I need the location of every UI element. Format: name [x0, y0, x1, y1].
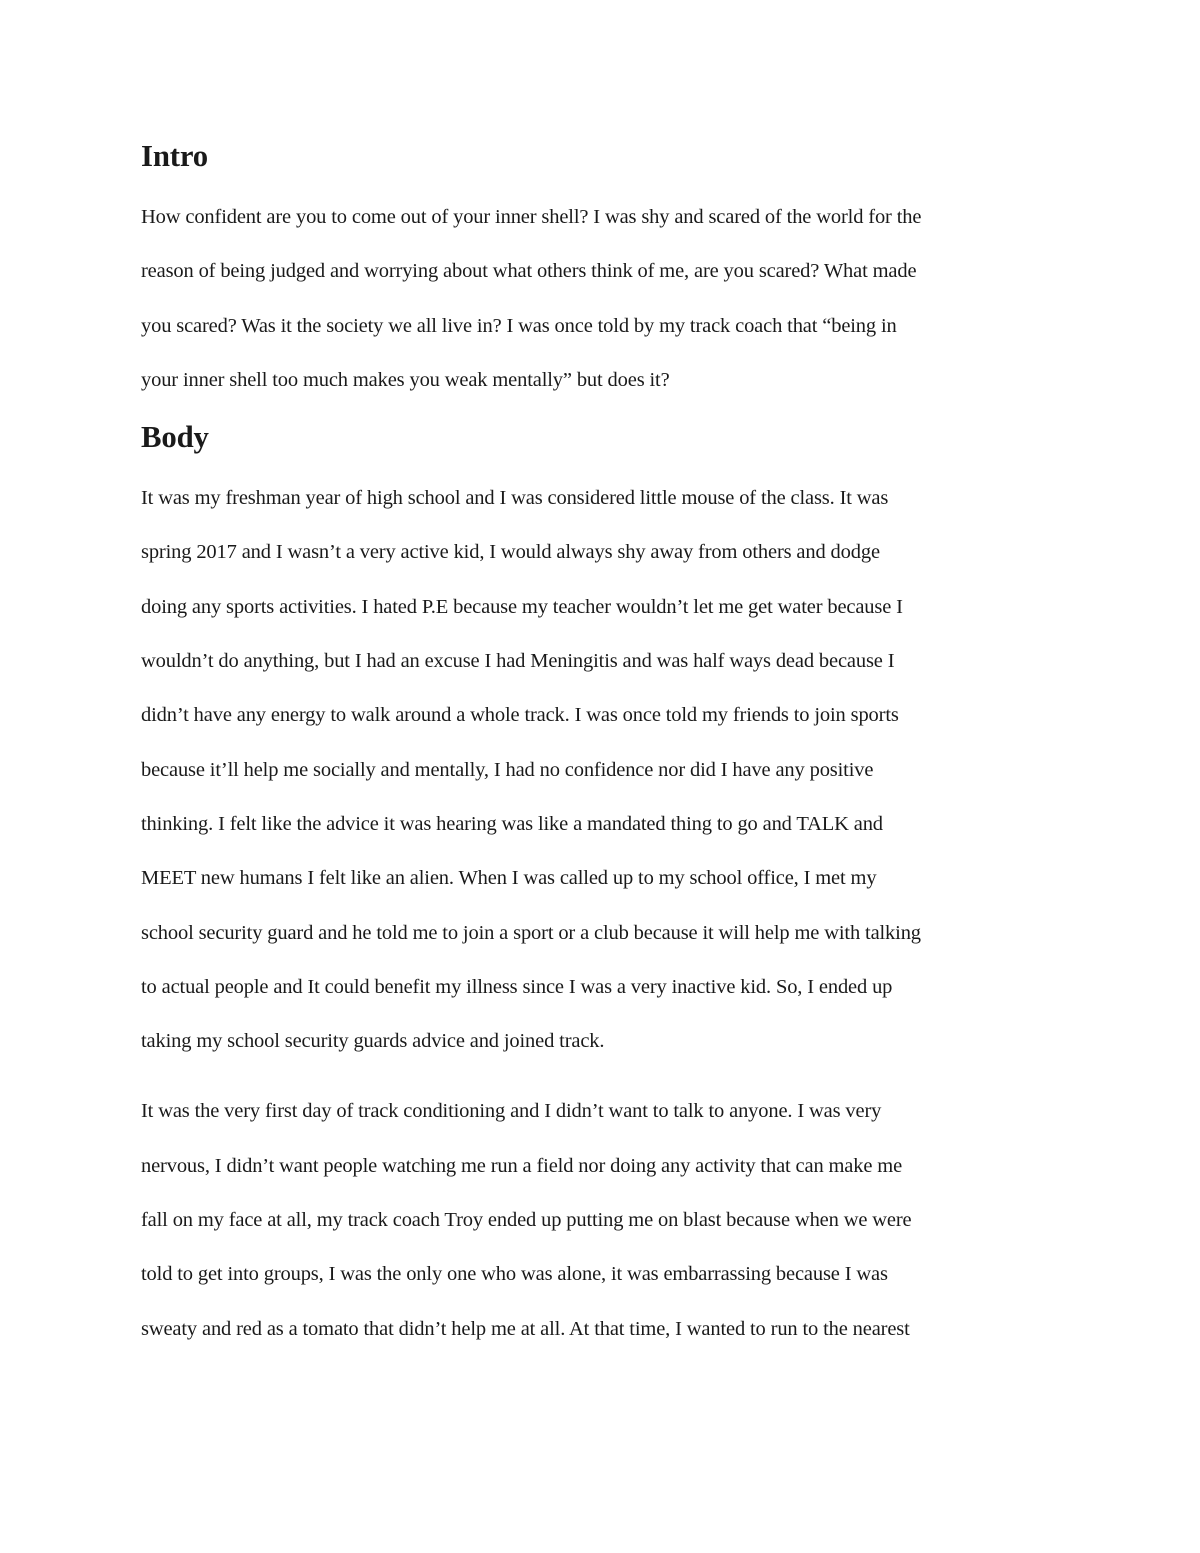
- text-line: nervous, I didn’t want people watching me run a field nor doing any activity that can make me: [141, 1154, 903, 1177]
- text-line: thinking. I felt like the advice it was hearing was like a mandated thing to go and TALK and: [141, 812, 883, 835]
- text-line: your inner shell too much makes you weak mentally” but does it?: [141, 368, 670, 391]
- text-line: It was my freshman year of high school and I was considered little mouse of the class. It was: [141, 487, 889, 510]
- document-body: [141, 138, 1061, 1356]
- text-line: spring 2017 and I wasn’t a very active kid, I would always shy away from others and dodge: [141, 541, 880, 564]
- body-heading: Body: [141, 420, 209, 455]
- text-line: It was the very first day of track conditioning and I didn’t want to talk to anyone. I was very: [141, 1100, 882, 1123]
- text-line: to actual people and It could benefit my illness since I was a very inactive kid. So, I ended up: [141, 975, 893, 998]
- text-line: you scared? Was it the society we all live in? I was once told by my track coach that “being in: [141, 314, 897, 337]
- body-paragraph-1: [141, 471, 1061, 1068]
- text-line: taking my school security guards advice and joined track.: [141, 1030, 605, 1053]
- text-line: didn’t have any energy to walk around a whole track. I was once told my friends to join sports: [141, 704, 899, 727]
- text-line: MEET new humans I felt like an alien. When I was called up to my school office, I met my: [141, 867, 877, 890]
- text-line: because it’ll help me socially and mentally, I had no confidence nor did I have any positive: [141, 758, 874, 781]
- body-paragraph-2: [141, 1084, 1061, 1355]
- intro-heading: Intro: [141, 139, 209, 173]
- text-line: sweaty and red as a tomato that didn’t help me at all. At that time, I wanted to run to the nearest: [141, 1317, 910, 1340]
- text-line: school security guard and he told me to join a sport or a club because it will help me with talking: [141, 921, 921, 944]
- text-line: told to get into groups, I was the only one who was alone, it was embarrassing because I was: [141, 1263, 888, 1286]
- text-line: How confident are you to come out of your inner shell? I was shy and scared of the world for the: [141, 206, 922, 228]
- text-line: doing any sports activities. I hated P.E because my teacher wouldn’t let me get water because I: [141, 595, 903, 618]
- text-line: reason of being judged and worrying about what others think of me, are you scared? What made: [141, 260, 917, 283]
- intro-paragraph: [141, 190, 1061, 407]
- text-line: fall on my face at all, my track coach Troy ended up putting me on blast because when we were: [141, 1209, 912, 1232]
- text-line: wouldn’t do anything, but I had an excuse I had Meningitis and was half ways dead because I: [141, 650, 895, 673]
